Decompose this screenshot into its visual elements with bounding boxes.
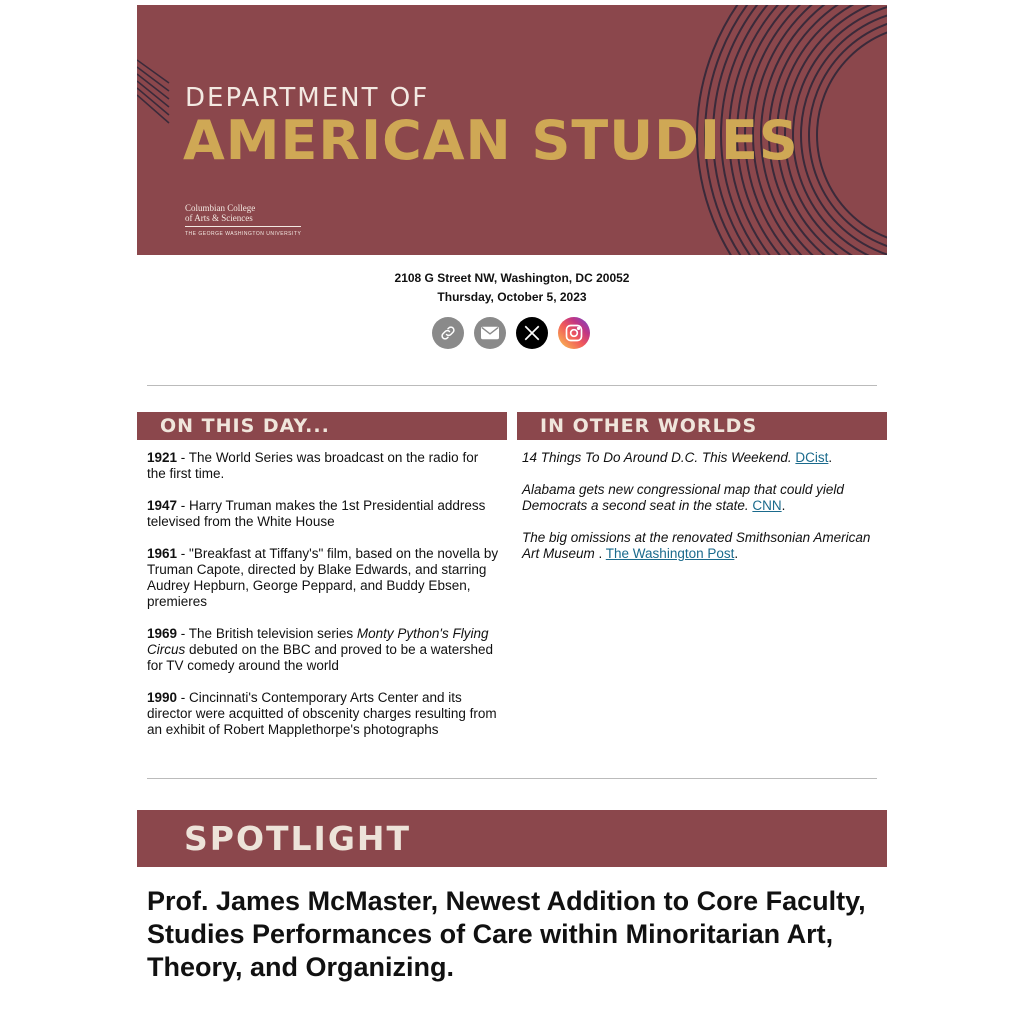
college-line-1: Columbian College	[185, 203, 256, 213]
list-item: The big omissions at the renovated Smithsonian American Art Museum . The Washington Post.	[522, 530, 871, 561]
address-block	[137, 269, 887, 307]
date: Thursday, October 5, 2023	[437, 290, 587, 304]
link-icon[interactable]	[432, 317, 464, 349]
other-worlds-heading: IN OTHER WORLDS	[517, 412, 887, 440]
social-links	[432, 317, 590, 351]
mail-icon[interactable]	[474, 317, 506, 349]
on-this-day-heading: ON THIS DAY...	[137, 412, 507, 440]
banner-title: AMERICAN STUDIES	[183, 109, 799, 172]
on-this-day-list	[147, 450, 499, 754]
spotlight-title[interactable]: Prof. James McMaster, Newest Addition to Core Faculty, Studies Performances of Care within Minoritarian Art, Theory, and Organizing.	[147, 886, 866, 982]
list-item: Alabama gets new congressional map that could yield Democrats a second seat in the state. CNN.	[522, 482, 844, 513]
list-item: 1921 - The World Series was broadcast on the radio for the first time.	[147, 450, 479, 481]
source-link[interactable]: CNN	[752, 498, 782, 513]
college-logo	[185, 203, 301, 239]
divider	[147, 778, 877, 779]
x-icon[interactable]	[516, 317, 548, 349]
instagram-icon[interactable]	[558, 317, 590, 349]
spotlight-heading: SPOTLIGHT	[137, 810, 887, 867]
banner-subtitle: DEPARTMENT OF	[185, 83, 430, 113]
list-item: 1990 - Cincinnati's Contemporary Arts Center and its director were acquitted of obscenity charges resulting from an exhibit of Robert Mapplethorpe's photographs	[147, 690, 497, 737]
list-item: 1961 - "Breakfast at Tiffany's" film, based on the novella by Truman Capote, directed by Blake Edwards, and starring Audrey Hepburn, George Peppard, and Buddy Ebsen, premieres	[147, 546, 499, 609]
source-link[interactable]: The Washington Post	[605, 546, 735, 561]
list-item: 1969 - The British television series Monty Python's Flying Circus debuted on the BBC and proved to be a watershed for TV comedy around the world	[147, 626, 493, 673]
other-worlds-list	[522, 450, 882, 578]
list-item: 1947 - Harry Truman makes the 1st Presidential address televised from the White House	[147, 498, 486, 529]
university-name: THE GEORGE WASHINGTON UNIVERSITY	[185, 226, 301, 239]
list-item: 14 Things To Do Around D.C. This Weekend. DCist.	[522, 450, 833, 465]
divider	[147, 385, 877, 386]
source-link[interactable]: DCist	[795, 450, 829, 465]
college-line-2: of Arts & Sciences	[185, 213, 253, 223]
address: 2108 G Street NW, Washington, DC 20052	[394, 271, 630, 285]
header-banner	[137, 5, 887, 255]
